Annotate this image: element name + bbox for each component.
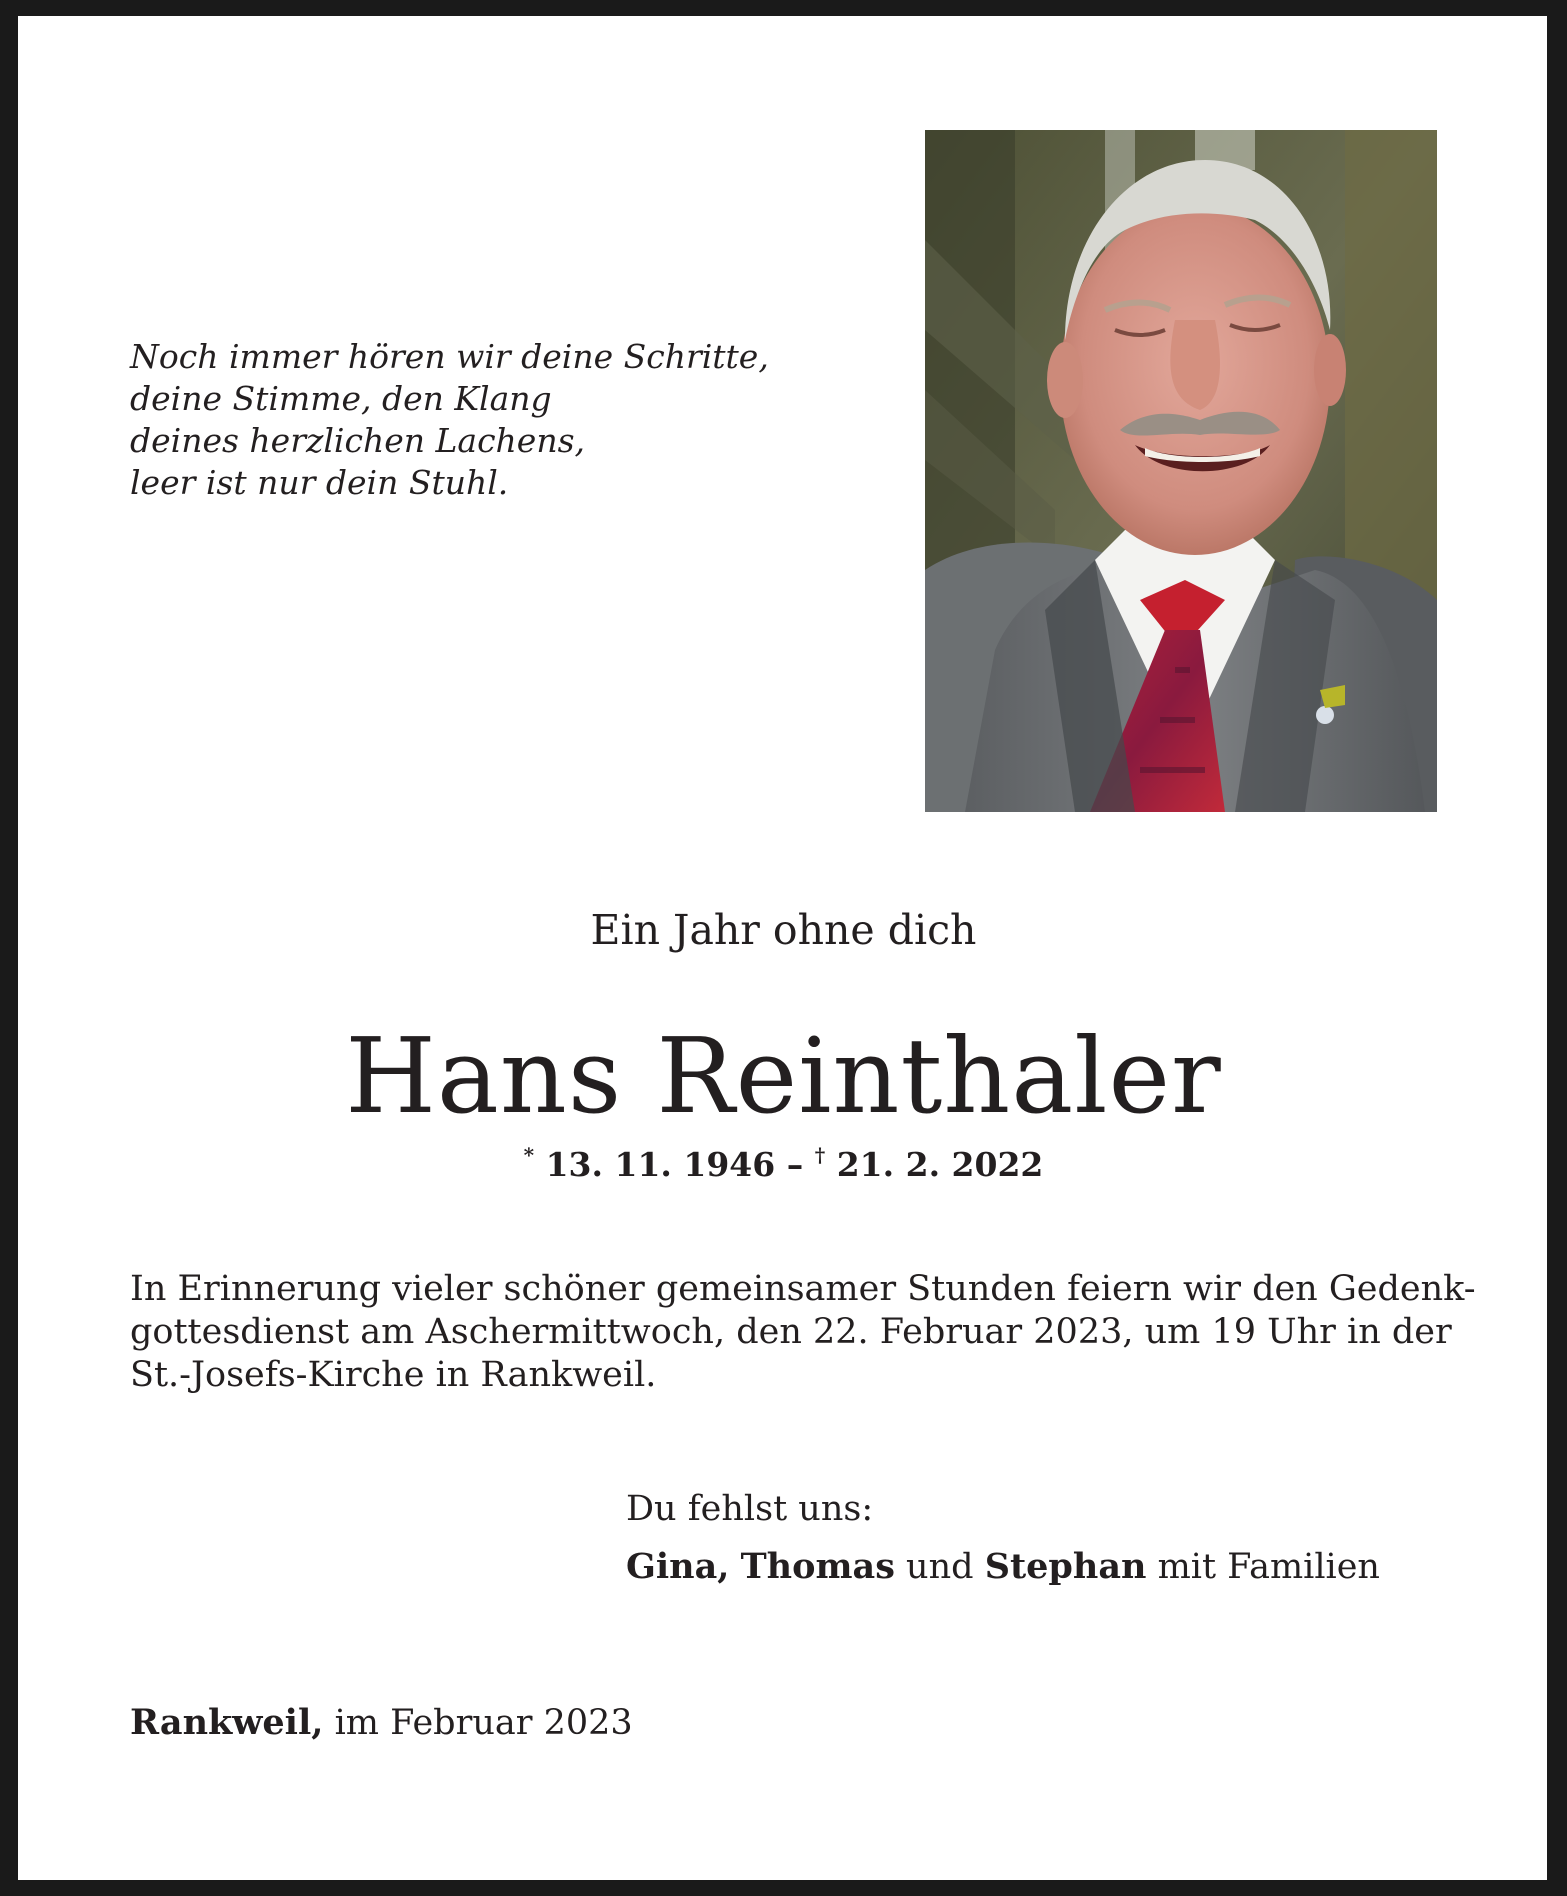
date-separator: – <box>786 1145 804 1184</box>
poem-line: deine Stimme, den Klang <box>130 379 552 418</box>
deceased-name: Hans Reinthaler <box>345 1015 1222 1137</box>
portrait-photo <box>925 130 1437 812</box>
announcement-line: St.-Josefs-Kirche in Rankweil. <box>130 1355 657 1395</box>
portrait-illustration <box>925 130 1437 812</box>
memorial-subtitle: Ein Jahr ohne dich <box>590 906 977 954</box>
signers-and: und <box>906 1547 974 1587</box>
birth-symbol: * <box>523 1143 535 1167</box>
announcement-line: gottesdienst am Aschermittwoch, den 22. Februar 2023, um 19 Uhr in der <box>130 1312 1452 1352</box>
death-symbol: † <box>814 1143 826 1167</box>
birth-date: 13. 11. 1946 <box>545 1145 776 1184</box>
announcement-line: In Erinnerung vieler schöner gemeinsamer Stunden feiern wir den Gedenk- <box>130 1269 1476 1309</box>
poem-line: Noch immer hören wir deine Schritte, <box>130 337 769 376</box>
signer-thomas: Thomas <box>740 1546 895 1587</box>
signers-intro: Du fehlst uns: <box>626 1489 874 1529</box>
place-date <box>130 1700 633 1746</box>
signers-names <box>626 1538 1380 1596</box>
poem-line: leer ist nur dein Stuhl. <box>130 463 509 502</box>
death-date: 21. 2. 2022 <box>836 1145 1044 1184</box>
signers-suffix: mit Familien <box>1157 1547 1380 1587</box>
memorial-announcement <box>130 1268 1476 1397</box>
signers-block <box>626 1480 1380 1596</box>
date: im Februar 2023 <box>334 1703 633 1743</box>
place: Rankweil, <box>130 1702 324 1743</box>
signer-stephan: Stephan <box>984 1546 1147 1587</box>
life-dates <box>0 1143 1567 1187</box>
poem-line: deines herzlichen Lachens, <box>130 421 586 460</box>
memorial-poem <box>130 336 769 504</box>
signer-gina: Gina, <box>626 1546 730 1587</box>
